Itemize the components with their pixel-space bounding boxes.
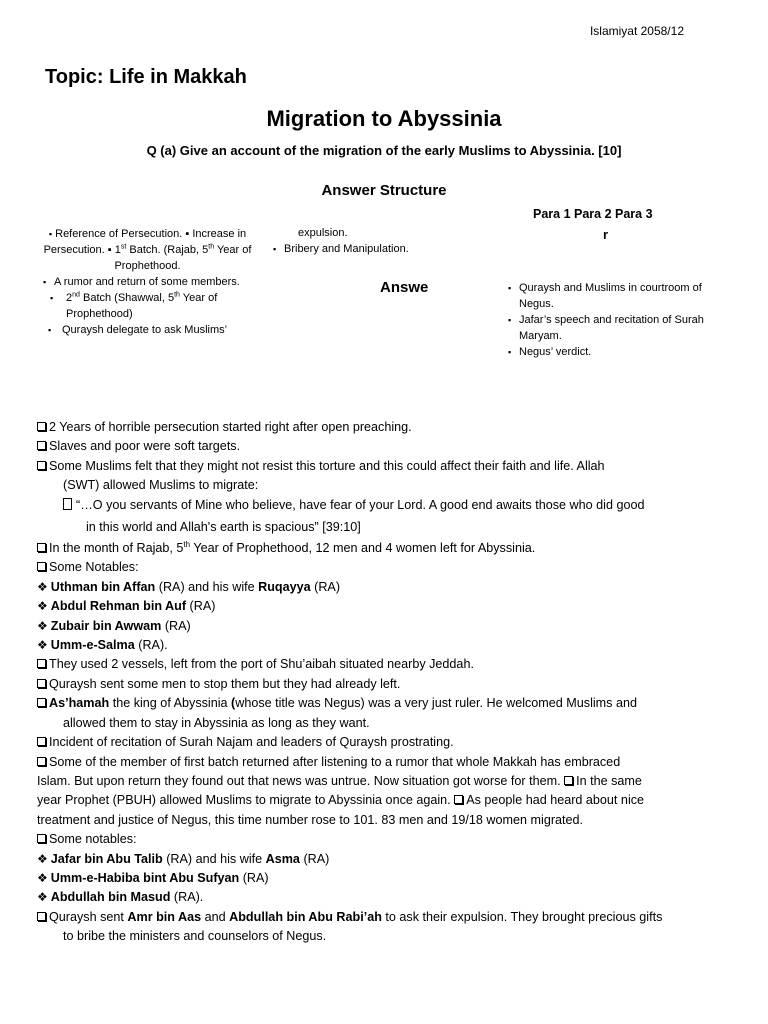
bullet-icon: ▪ (48, 229, 53, 239)
bullet-icon: ▪ (43, 277, 47, 287)
structure-column-1 (40, 226, 255, 338)
list-item (37, 675, 737, 694)
superscript: th (183, 539, 191, 549)
list-item-continuation (37, 714, 737, 733)
notable-item (37, 850, 737, 869)
col1-sup-b: th (208, 243, 215, 251)
para-overflow-r: r (603, 227, 609, 242)
body-text: (RA) (314, 579, 341, 594)
checkbox-bullet-icon (37, 912, 46, 921)
notable-item (37, 636, 737, 655)
notable-item (37, 617, 737, 636)
notable-name: Asma (265, 851, 300, 866)
notable-name: Abdul Rehman bin Auf (50, 599, 187, 614)
body-text: 2 Years of horrible persecution started right after open preaching. (49, 420, 412, 434)
checkbox-bullet-icon (564, 776, 573, 785)
body-text: (RA). (138, 638, 168, 653)
list-item (40, 274, 255, 290)
checkbox-bullet-icon (37, 757, 46, 766)
body-text: allowed them to stay in Abyssinia as long as they want. (63, 715, 370, 730)
checkbox-bullet-icon (37, 834, 46, 843)
col2-text-b: Bribery and Manipulation. (284, 243, 409, 255)
body-text: In the same (576, 773, 642, 788)
checkbox-bullet-icon (37, 698, 46, 707)
list-item (37, 655, 737, 674)
notable-name: Jafar bin Abu Talib (50, 851, 163, 866)
body-text: Slaves and poor were soft targets. (49, 439, 241, 454)
body-text: Some of the member of first batch returned after listening to a rumor that whole Makkah has embraced (49, 754, 621, 769)
notable-name: Umm-e-Habiba bint Abu Sufyan (50, 870, 240, 885)
quote-line (37, 515, 737, 539)
bullet-icon: ▪ (508, 315, 512, 325)
notable-item (37, 578, 737, 597)
quote-text: in this world and Allah's earth is spacious” [39:10] (86, 520, 361, 535)
page-title: Migration to Abyssinia (266, 106, 502, 131)
col1-text-e: 2 (66, 292, 73, 304)
list-item (270, 225, 470, 241)
col1-text-c: Year of Prophethood. (114, 244, 252, 272)
list-item-continuation (37, 791, 737, 810)
list-item (270, 241, 470, 257)
diamond-bullet-icon: ❖ (37, 870, 48, 885)
body-text: (SWT) allowed Muslims to migrate: (63, 478, 259, 493)
body-text: In the month of Rajab, 5 (49, 541, 184, 556)
body-text: (RA) (164, 618, 191, 633)
diamond-bullet-icon: ❖ (37, 618, 48, 633)
notable-item (37, 888, 737, 907)
body-text: whose title was Negus) was a very just ruler. He welcomed Muslims and (235, 696, 637, 711)
body-text: They used 2 vessels, left from the port of Shu’aibah situated nearby Jeddah. (49, 657, 474, 672)
col1-sup-c: nd (72, 291, 80, 299)
col1-text-d: A rumor and return of some members. (54, 276, 240, 288)
checkbox-bullet-icon (37, 441, 46, 450)
body-text: to bribe the ministers and counselors of Negus. (63, 929, 327, 944)
list-item (37, 418, 737, 437)
notable-name: Zubair bin Awwam (50, 618, 162, 633)
diamond-bullet-icon: ❖ (37, 638, 48, 653)
body-bold: Amr bin Aas (127, 909, 202, 924)
body-text: the king of Abyssinia (112, 696, 228, 711)
body-text: (RA) (189, 599, 216, 614)
body-text: (RA) and his wife (158, 579, 255, 594)
quote-text: “…O you servants of Mine who believe, have fear of your Lord. A good end awaits those who did good (76, 497, 645, 512)
col1-text-h: Quraysh delegate to ask Muslims’ (62, 324, 228, 336)
col1-sup-a: st (120, 243, 127, 251)
col1-text-g: Year of Prophethood) (66, 292, 218, 320)
list-item (37, 908, 737, 927)
checkbox-bullet-icon (37, 461, 46, 470)
list-item (40, 322, 255, 338)
list-item (40, 226, 255, 274)
body-bold: ( (231, 696, 236, 711)
col1-text-a: Reference of Persecution. ▪ Increase in Persecution. ▪ 1 (43, 228, 247, 256)
list-item (37, 694, 737, 713)
bullet-icon: ▪ (508, 283, 512, 293)
quote-line (37, 496, 737, 515)
body-text: and (204, 909, 226, 924)
col1-sup-d: th (174, 291, 180, 299)
notable-name: Abdullah bin Masud (50, 890, 171, 905)
body-text: (RA) (242, 870, 269, 885)
notable-item (37, 597, 737, 616)
checkbox-bullet-icon (37, 737, 46, 746)
body-text: (RA) and his wife (166, 851, 263, 866)
col1-text-f: Batch (Shawwal, 5 (82, 292, 175, 304)
list-item (40, 290, 255, 322)
list-item-continuation (37, 927, 737, 946)
checkbox-bullet-icon (37, 659, 46, 668)
col2-text-a: expulsion. (298, 227, 348, 239)
list-item (37, 733, 737, 752)
body-text: treatment and justice of Negus, this time number rose to 101. 83 men and 19/18 women migrated. (37, 812, 584, 827)
list-item (37, 457, 737, 476)
list-item-continuation (37, 811, 737, 830)
col3-text-c: Negus’ verdict. (519, 346, 592, 358)
structure-column-3 (505, 280, 730, 360)
bullet-icon: ▪ (508, 347, 512, 357)
body-text: As people had heard about nice (466, 793, 645, 808)
notable-name: Ruqayya (258, 579, 311, 594)
bullet-icon: ▪ (273, 244, 277, 254)
list-item (37, 437, 737, 456)
col1-text-b: Batch. (Rajab, 5 (129, 244, 209, 256)
answer-body (37, 418, 737, 947)
body-text: Some Notables: (49, 560, 139, 575)
list-item (505, 344, 730, 360)
list-item (37, 830, 737, 849)
para-labels: Para 1 Para 2 Para 3 (533, 207, 653, 221)
answer-structure-heading: Answer Structure (321, 182, 447, 199)
list-item (37, 558, 737, 577)
notable-name: Uthman bin Affan (50, 579, 156, 594)
list-item (505, 312, 730, 344)
body-text: Islam. But upon return they found out that news was untrue. Now situation got worse for them. (37, 773, 561, 788)
list-item (37, 539, 737, 558)
structure-column-2 (270, 225, 470, 257)
body-text: Some notables: (49, 832, 137, 847)
col3-text-b: Jafar’s speech and recitation of Surah Maryam. (519, 314, 704, 342)
diamond-bullet-icon: ❖ (37, 599, 48, 614)
diamond-bullet-icon: ❖ (37, 890, 48, 905)
checkbox-bullet-icon (37, 562, 46, 571)
list-item-continuation (37, 772, 737, 791)
body-text: (RA). (173, 890, 204, 905)
body-text: year Prophet (PBUH) allowed Muslims to migrate to Abyssinia once again. (37, 793, 451, 808)
course-code: Islamiyat 2058/12 (589, 24, 684, 38)
list-item (505, 280, 730, 312)
body-bold: Abdullah bin Abu Rabi’ah (229, 909, 382, 924)
body-text: Some Muslims felt that they might not resist this torture and this could affect their faith and life. Allah (49, 458, 605, 473)
body-text: (RA) (303, 851, 330, 866)
question-text: Q (a) Give an account of the migration of the early Muslims to Abyssinia. [10] (146, 143, 622, 158)
diamond-bullet-icon: ❖ (37, 851, 48, 866)
col3-text-a: Quraysh and Muslims in courtroom of Negus. (519, 282, 702, 310)
checkbox-bullet-icon (37, 543, 46, 552)
body-text: to ask their expulsion. They brought precious gifts (385, 909, 663, 924)
notable-name: Umm-e-Salma (50, 638, 135, 653)
body-text: Quraysh sent (49, 909, 124, 924)
diamond-bullet-icon: ❖ (37, 579, 48, 594)
list-item-continuation (37, 476, 737, 495)
checkbox-bullet-icon (454, 795, 463, 804)
checkbox-bullet-icon (37, 679, 46, 688)
list-item (37, 753, 737, 772)
body-bold: As’hamah (49, 696, 110, 711)
bullet-icon: ▪ (50, 293, 54, 303)
body-text: Incident of recitation of Surah Najam and leaders of Quraysh prostrating. (49, 735, 454, 750)
missing-glyph-icon (63, 498, 72, 510)
checkbox-bullet-icon (37, 422, 46, 431)
body-text: Quraysh sent some men to stop them but they had already left. (49, 676, 401, 691)
answer-label: Answe (380, 279, 429, 296)
body-text: Year of Prophethood, 12 men and 4 women left for Abyssinia. (193, 541, 536, 556)
bullet-icon: ▪ (48, 325, 52, 335)
notable-item (37, 869, 737, 888)
topic-heading: Topic: Life in Makkah (45, 66, 247, 88)
